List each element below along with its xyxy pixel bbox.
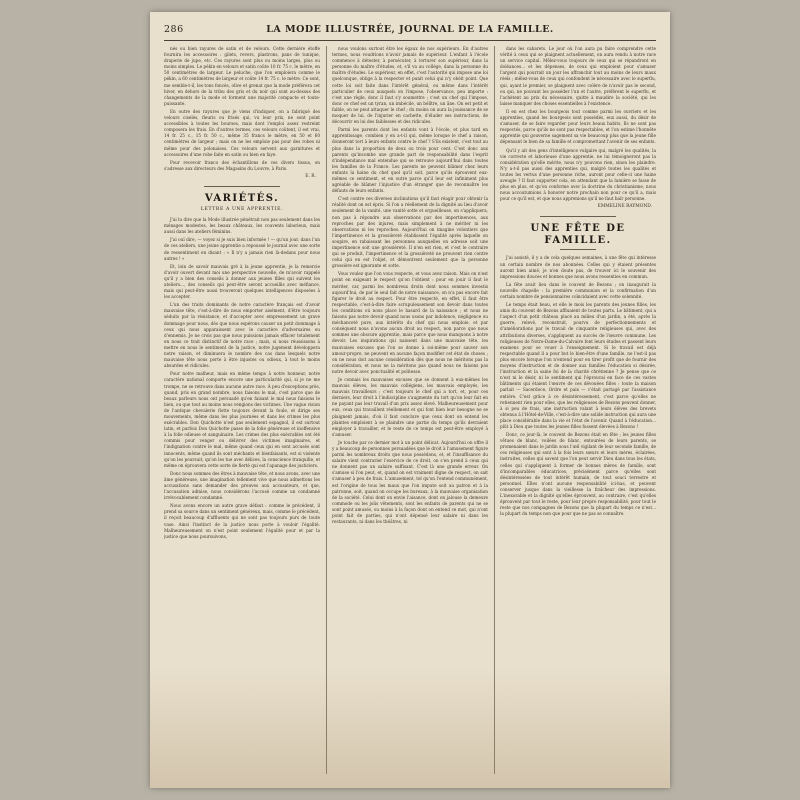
paragraph: Nous avons encore un autre grave défaut : comme le précédent, il prend sa source dans un sentiment généreux, mais, comme le précédent, il reçoit beaucoup d'affluents qui ne sont pas toujours purs de toute vase. Ainsi l'instinct de la justice nous porte à vouloir l'égalité. Malheureusement on n'est point seulement l'égalité pour et par la justice que nous poursuivons, — [164, 503, 320, 539]
running-header — [164, 22, 656, 38]
paragraph: Le temps était beau, et elle le mois les parents des jeunes filles, les amis du couvent de Bezons affluaient de toutes parts. Le bâtiment, qui a l'aspect d'un petit château placé au milieu d'un jardin, a été, après la guerre, relevé, reconstruit, pourvu de perfectionnements et d'améliorations par le travail de cinquante religieuses qui, avec des attributions diverses, s'appliquent au succès de l'œuvre commune. Les religieuses de Notre-Dame-du-Calvaire font leurs études et passent leurs examens pour se vouer à l'enseignement. Si le travail est déjà respectable quand il a pour but le bien-être d'une famille, ne l'est-il pas plus encore lorsque l'on n'entend pour en tirer profit que de fournir des moyens d'instruction et de donner aux familles l'éducation si désirée, l'instruction et la saine foi de la charité chrétienne ? Je pense que ce n'est ni le désir, ni le sentiment qui l'éprouvai en face de ces vastes bâtiments qui étaient l'œuvre de ces dévouées filles : toute la maison parlait — Sacerdoce, Ordre et paix — c'était partagé par l'assistance entière. C'est grâce à ce désintéressement, c'est parce qu'elles ne retiennent rien pour elles, que les religieuses de Bezons peuvent donner, à si peu de frais, une instruction valant à leurs élèves des brevets obtenus à l'Hôtel-de-Ville, c'est-à-dire une solide instruction qui aura une place considérable dans la vie et l'état de l'avenir. Quand à l'éducation... plût à Dieu que toutes les jeunes filles fussent élevées à Bezons ! — [500, 302, 656, 429]
paragraph: Parmi les parents dont les enfants vont à l'école, et plus tard en apprentissage, combien y en a-t-il qui, même lorsque le chef a raison, donneront tort à leurs enfants contre le chef ? S'ils existent, c'est tout au plus dans la proportion de deux ou trois pour cent. C'est donc aux parents qu'incombe une grande part de responsabilité dans l'esprit d'indépendance mal entendue qui se retrouve aujourd'hui dans toutes les familles de la France. Les parents ne peuvent blâmer chez leurs enfants la haine du chef quel qu'il soit, parce qu'ils éprouvent eux-mêmes ce sentiment, et en outre parce qu'il leur est infiniment plus agréable de blâmer l'injustice d'un étranger que de reconnaître les défauts de leurs enfants. — [332, 127, 488, 194]
paragraph: dans les cabarets. Le jour où l'on aura pu faire comprendre cette vérité à ceux qui se plaignent actuellement, on aura rendu à notre race un service capital. Mêlez-vous toujours de ceux qui se répandront en doléances... et les dépenses, de ceux qui emploient pour s'amuser l'argent qui pourrait un jour les affranchir tout au moins de leurs maux réels ; mêlez-vous de ceux qui confondent le nécessaire avec le superflu, qui, ayant le premier, se plaignent avec colère de n'avoir pas le second, ou qui, ne pouvant les posséder l'un et l'autre, préfèrent le superflu, et l'achètent au prix du nécessaire, quitte à maudire la société, qui les laisse manquer des choses essentielles à l'existence. — [500, 46, 656, 106]
column-right — [500, 46, 656, 774]
paragraph: Donc nous sommes des êtres à mauvaise tête, et nous avons, avec une âme généreuse, une imagination tellement vive que nous admettons les accusations sans demander des preuves aux accusateurs, et que, l'accusation admise, nous considérons l'accusé comme un condamné irrévocablement condamné. — [164, 470, 320, 501]
paragraph: Vous voulez que l'on vous respecte, et vous avez raison. Mais on n'est point en exigeant le respect qu'on l'obtient : pour en jouir il faut le mériter, car, parmi les nombreux droits dont nous sommes investis aujourd'hui, de par le seul fait de notre naissance, on n'a pas encore fait figurer le droit au respect. Pour être respecté, en effet, il faut être respectable, c'est-à-dire faire scrupuleusement son devoir dans toutes les conditions où nous place le hasard de la naissance ; et nous ne faisons pas notre devoir quand nous usons par indolence, négligence ou méchanceté pure, aux intérêts du chef qui nous emploie, et par conséquent nous n'avons aucun droit au respect, non parce que nous sommes une obscure apprentie, mais parce que nous manquons à notre devoir. Les inspirations qui naissent dans une mauvaise tête, les mauvaises excuses que l'on se donne à soi-même pour sauver son amour-propre, ne peuvent en aucune façon modifier cet état de choses ; on ne nous doit aucune considération dès que nous ne méritons pas la considération, et nous ne la méritons pas quand nous ne faisons pas notre devoir avec ponctualité et politesse. — [332, 271, 488, 374]
section-title-varietes: VARIÉTÉS. — [204, 192, 280, 204]
paragraph: L'un des traits dominants de notre caractère français est d'avoir mauvaise tête, c'est-à-dire de nous emporter aisément, d'être toujours séduits par la résistance, et d'accepter avec empressement un grave dommage pour nous, dès que nous espérons causer un petit dommage à ceux qui nous apparaissent avec le caractère d'adversaires ou d'ennemis. Je ne crois pas que nous puissions jamais effacer totalement en nous ce trait distinctif de notre race ; mais, si nous réussissons à mettre en nous le sentiment de la justice, notre jugement développera notre raison, et diminuera le nombre des cas dans lesquels notre mauvaise tête nous porte à être injustes ou odieux, à tout le moins absurdes et ridicules. — [164, 302, 320, 369]
page-number: 286 — [164, 24, 184, 35]
column-left — [164, 46, 320, 774]
paragraph: La fête avait lieu dans le couvent de Bezons ; on inaugurait la nouvelle chapelle : la première communion et la confirmation d'un certain nombre de pensionnaires coïncidaient avec cette solennité. — [500, 281, 656, 299]
journal-title: LA MODE ILLUSTRÉE, JOURNAL DE LA FAMILLE. — [266, 24, 554, 35]
paragraph: Pour notre malheur, mais en même temps à notre honneur, notre caractère national comporte encore une particularité qui, si je ne me trompe, ne se retrouve dans aucune autre race. À peu d'exceptions près, quand, pris en grand nombre, nous faisons le mal, c'est parce que de beaux parleurs nous ont persuadé qu'en faisant le mal nous faisions le bien, ou que tout au moins nous vengions des victimes. Une vague vision de l'antique chevalerie flotte toujours devant la foule, et dirige ses mouvements, même dans les plus journées et dans les crimes les plus exécrables. Don Quichotte n'est pas seulement espagnol, il est surtout latin, et parfois Don Quichotte passe de la folie généreuse et inoffensive à la folie odieuse et sanguinaire. Les crimes des plus exécrables ont été commis pour venger ou délivrer des victimes imaginaires, et l'indignation contre le mal, même quand ceux qui en sont accusés sont innocents, même quand ils sont méchants et bienfaisants, est si violente qu'on les poursuit, qu'on les tue avec délices, la conscience tranquille, et même on éprouvera cette sorte de fierté qui est l'apanage des justiciers. — [164, 371, 320, 468]
paragraph: Je connais les mauvaises excuses que se donnent à eux-mêmes les mauvais élèves, les mauvais collégiens, les mauvais employés, les mauvais travailleurs ; c'est toujours le chef qui a tort, et, pour ces derniers, leur droit à l'indiscipline s'augmente du tort qu'on leur fait en ne payant pas leur travail d'un prix assez élevé. Malheureusement pour eux, ceux qui travaillent réellement et qui font bien leur besogne ne se plaignent jamais, d'où il faut conclure que ceux dont on entend les plaintes emploient à se plaindre une partie du temps qu'ils devraient employer à travailler, et le reste de ce temps est peut-être employé à s'amuser. — [332, 376, 488, 437]
paragraph: Il en est chez les bourgeois tout comme parmi les ouvriers et les apprenties, quand les bourgeois sont possédés, eux aussi, du désir de s'amuser, de se faire regarder pour leurs beaux habits. Ils ne sont pas respectés, parce qu'ils ne sont pas respectables, et l'on estime l'honnête apprentie qui gouverne sagement sa vie beaucoup plus que la jeune fille dépensant le bien de sa famille et compromettant l'avenir de ses enfants. — [500, 108, 656, 145]
paragraph: nés ou bien rayures de satin et de velours. Cette dernière étoffe fournira les accessoires : gilets, revers, plastrons, pans de tunique, draperie de jupe, etc. Ces rayures sont plus ou moins larges, plus ou moins simples. Le pékin en velours et satin coûte 10 fr. 75 c. le mètre, en 50 centimètres de largeur. Le peluche, que l'on emploiera comme le pékin, a 60 centimètres de largeur et coûte 14 fr. 75 c. le mètre. Ce sont, me semble-t-il, les tons foncés, olive et grenat que la mode préférera cet hiver, en dehors de la tribu des gris et du noir qui sont au-dessus des changements de la mode et forment une majorité compacte et toute-puissante. — [164, 46, 320, 106]
paragraph: Qu'il y ait des gens d'intelligence vulgaire qui, malgré les qualités, la vie correcte et laborieuse d'une apprentie, ne lui témoigneront pas la considération qu'elle mérite, nous n'y pouvons rien, sinon les plaindre. N'y a-t-il pas aussi des apprenties qui, malgré toutes les qualités et toutes les vertus d'une personne riche, auront pour celle-ci une haine aveugle ? Il faut supporter cela, en attendant que la lumière se fasse de plus en plus, et qu'on conforme avec la doctrine du christianisme, nous nous accoutumions à honorer notre prochain non pour ce qu'il a, mais pour ce qu'il est, et que nous apprenions qu'il ne faut haïr personne. — [500, 147, 656, 202]
section-title-fete: UNE FÊTE DE FAMILLE. — [530, 223, 626, 247]
column-rule — [326, 46, 327, 774]
paragraph: Donc, ce jour-là, le couvent de Bezons était en fête ; les jeunes filles vêtues de blanc, voilées de blanc, entourées de leurs parents, se promenaient dans le jardin sous l'œil vigilant de leur seconde famille, de ces religieuses qui sont à la fois leurs sœurs et leurs mères, éclairées, instruites, celles qui savent que l'on peut servir Dieu dans tous les états, celles qui s'appliquent à former de bonnes mères de famille, sont d'incomparables éducatrices, précisément parce qu'elles sont désintéressées de tout intérêt humain, de tout souci terrestre et personnel. Elles n'ont aucune responsabilité ici-bas, et peuvent conserver jusque dans la vieillesse la fraîcheur des impressions. L'inexorable et la dignité qu'elles éprouvent, au contraire, c'est qu'elles éprouvent par tout le reste, pour leur propre responsabilité, pour tout le reste que nos compagnes de Bezons que la plupart du temps ce n'est... la plupart du temps non que pour que ne pas se connaître. — [500, 432, 656, 517]
section-divider — [204, 186, 280, 187]
newspaper-page — [150, 12, 670, 788]
header-rule — [164, 40, 656, 41]
section-subtitle: LETTRE A UNE APPRENTIE. — [200, 206, 284, 212]
paragraph: Et, loin de savoir mauvais gré à la jeune apprentie, je la remercie d'avoir ouvert devant moi une perspective nouvelle, de m'avoir rappelé qu'il y a bien des conseils à donner aux jeunes filles qui suivent les ateliers..., des conseils qui peut-être seront accueillis avec méfiance, mais qui peut-être aussi trouveront quelques intelligences disposées à les accepter. — [164, 263, 320, 300]
paragraph: J'ai lu dire que la Mode illustrée pénétrait non pas seulement dans les ménages modestes, les beaux châteaux, les couvents laborieux, mais aussi dans les ateliers féminins. — [164, 217, 320, 235]
paragraph: J'ai ouï dire, — voyez si je suis bien informée ! — qu'un jour, dans l'un de ces ateliers, une jeune apprentie a repoussé le journal avec une sorte de ressentiment en disant : « Il n'y a jamais rien là-dedans pour nous autres ! » — [164, 237, 320, 261]
paragraph: J'ai assisté, il y a de cela quelques semaines, à une fête qui intéresse un certain nombre de nos abonnées. Celles qui y étaient présentes auront bien aimé, je n'en doute pas, de trouver ici le souvenir des impressions douces et bonnes que nous avons ressenties en commun. — [500, 255, 656, 279]
signature: EMMELINE RAYMOND. — [597, 204, 652, 210]
paragraph: En outre des rayures que je viens d'indiquer, on a fabriqué des velours ciselés, fleuris ou frisés qui, vu leur prix, ne sont point accessibles à toutes les bourses, mais dont l'emploi assez restreint composera les frais. En d'autres termes, ces velours coûtent, il est vrai, 14 fr. 25 c., 15 fr. 50 c., même 35 francs le mètre, en 50 et 60 centimètres de largeur ; mais on ne les emploie pas pour des robes ni même pour des polonaises. Ces velours servent aux garnitures et accessoires d'une robe faite en satin ou bien en faye. — [164, 108, 320, 157]
paragraph: Je touche par ce dernier mot à un point délicat. Aujourd'hui on offre il y a beaucoup de personnes persuadées que le droit à l'amusement figure parmi les nombreux droits que nous possédons, et, et l'insuffisance du salaire vient contrarier l'exercice de ce droit, on s'en prend à ceux qui ne donnent pas un salaire suffisant. C'est là une grande erreur. On s'amuse si l'on peut, et, quand on est vraiment digne de respect, on sait s'amuser à peu de frais. L'amusement, tel qu'on l'entend communément, est l'origine de tous les maux que l'on impute soit au patron et à la patronne, soit, quand on occupe les bureaux, à la mauvaise organisation de la société. Celui dont on envie l'aisance, dont on jalouse la demeure commode ou les jolis vêtements, sont les enfants de parents qui ne se sont point amusés, ou moins à la façon dont on entend ce mot, qui n'ont point fait de parties, qui n'ont dépensé leur salaire ni dans les restaurants, ni dans les théâtres, ni — [332, 439, 488, 525]
section-divider — [560, 249, 596, 250]
paragraph: C'est contre ces diverses inclinations qu'il faut réagir pour obtenir la réalité dont on est épris. Si l'on a réellement de la dignité au lieu d'avoir seulement de la vanité, une vanité sotte et orgueilleuse, on s'appliquera, non pas à répondre aux observations par des impertinences, aux reproches par des injures, mais simplement à ne mériter ni les observations ni les reproches. Aujourd'hui on imagine volontiers que l'impertinence et la grossièreté établissent l'égalité après laquelle on soupire, en rabaissant les personnes auxquelles on adresse soit une impertinence soit une grossièreté. Il n'en est rien, et c'est le contraire qui se produit, l'impertinence et la grossièreté ne prouvent rien contre celui qui en est l'objet, et démontrent seulement que la personne grossière est ignorante et sotte. — [332, 196, 488, 269]
section-divider — [540, 216, 616, 217]
column-rule — [494, 46, 495, 774]
column-middle — [332, 46, 488, 774]
paragraph: nous voulons surtout être les égaux de nos supérieurs. En d'autres termes, nous voudrions n'avoir jamais de supérieur. L'enfant à l'école commence à détester, à persécuter, à torturer son supérieur, dans la personne du maître d'études, et, s'il va au collège, dans la personne du maître d'études. Le supérieur, en effet, c'est l'autorité qui impose une loi quelconque, oblige à la respecter et punit celui qui n'y obéit point. Que cette loi soit faite dans l'intérêt général, ou même dans l'intérêt particulier de ceux auxquels on l'impose, l'observance, peu importe : c'est une règle, donc il faut s'y soumettre ; c'est un chef qui l'impose, donc ce chef est un tyran, un imbécile, un bélître, un âne. On est petit et faible, on ne peut attaquer le chef ; du moins on aura la jouissance de se moquer de lui, de l'injurier en cachette, d'éluder ses instructions, de découvrir en lui des faiblesses et des ridicules. — [332, 46, 488, 125]
signature: E. R. — [305, 173, 316, 179]
paragraph: Pour recevoir franco des échantillons de ces divers tissus, on s'adresse aux directeurs des Magasins du Louvre, à Paris. — [164, 159, 320, 171]
